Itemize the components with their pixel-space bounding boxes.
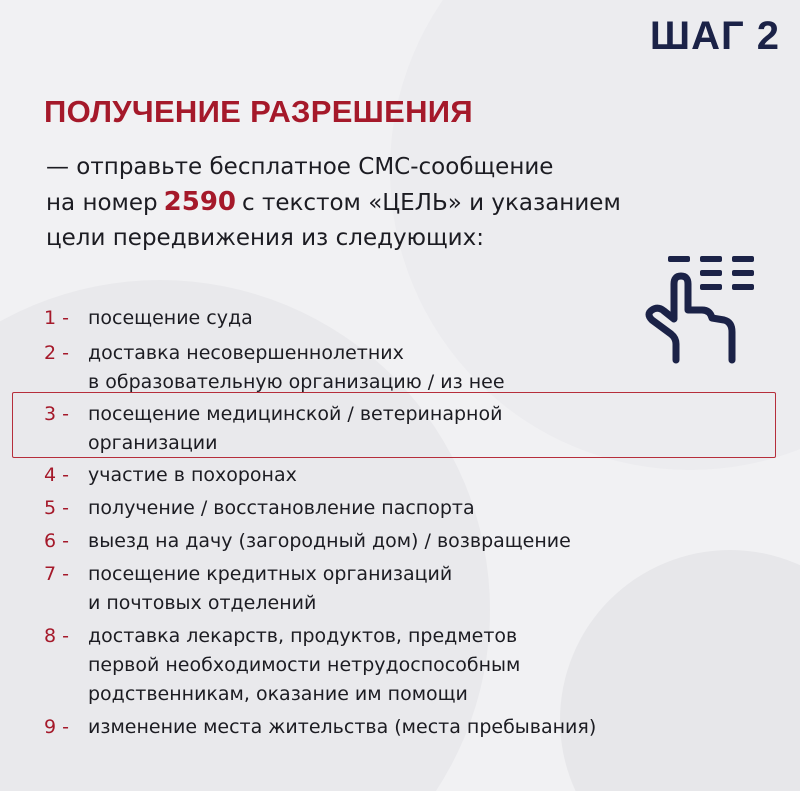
item-text: участие в похоронах (88, 464, 297, 486)
item-text: посещение медицинской / ветеринарной организации (88, 403, 503, 454)
item-text: получение / восстановление паспорта (88, 497, 475, 519)
item-number: 9 - (44, 716, 69, 738)
list-item (44, 622, 764, 709)
list-item (44, 461, 764, 490)
item-number: 2 - (44, 342, 69, 364)
item-text: изменение места жительства (места пребывания) (88, 716, 597, 738)
item-number: 3 - (44, 403, 69, 425)
item-number: 1 - (44, 307, 69, 329)
step-label: ШАГ 2 (649, 14, 780, 58)
list-item (44, 527, 764, 556)
page-title: ПОЛУЧЕНИЕ РАЗРЕШЕНИЯ (44, 94, 473, 129)
purpose-list (44, 304, 764, 742)
item-number: 6 - (44, 530, 69, 552)
list-item (44, 713, 764, 742)
list-item (44, 339, 764, 397)
list-item (44, 560, 764, 618)
intro-text (46, 150, 786, 256)
item-text: выезд на дачу (загородный дом) / возвращение (88, 530, 571, 552)
item-text: посещение кредитных организаций и почтовых отделений (88, 563, 453, 614)
intro-line-3: цели передвижения из следующих: (46, 225, 484, 251)
intro-line-2 (46, 185, 786, 221)
item-text: доставка лекарств, продуктов, предметов первой необходимости нетрудоспособным родственникам, оказание им помощи (88, 625, 521, 705)
sms-number: 2590 (163, 187, 237, 217)
list-item (44, 304, 764, 333)
item-number: 4 - (44, 464, 69, 486)
item-number: 5 - (44, 497, 69, 519)
intro-line-2-after: с текстом «ЦЕЛЬ» и указанием (242, 190, 621, 216)
item-number: 8 - (44, 625, 69, 647)
item-text: посещение суда (88, 307, 253, 329)
item-text: доставка несовершеннолетних в образовательную организацию / из нее (88, 342, 505, 393)
item-number: 7 - (44, 563, 69, 585)
list-item-highlighted (44, 400, 764, 458)
intro-line-2-before: на номер (46, 190, 158, 216)
list-item (44, 494, 764, 523)
intro-line-1: — отправьте бесплатное СМС-сообщение (46, 154, 554, 180)
